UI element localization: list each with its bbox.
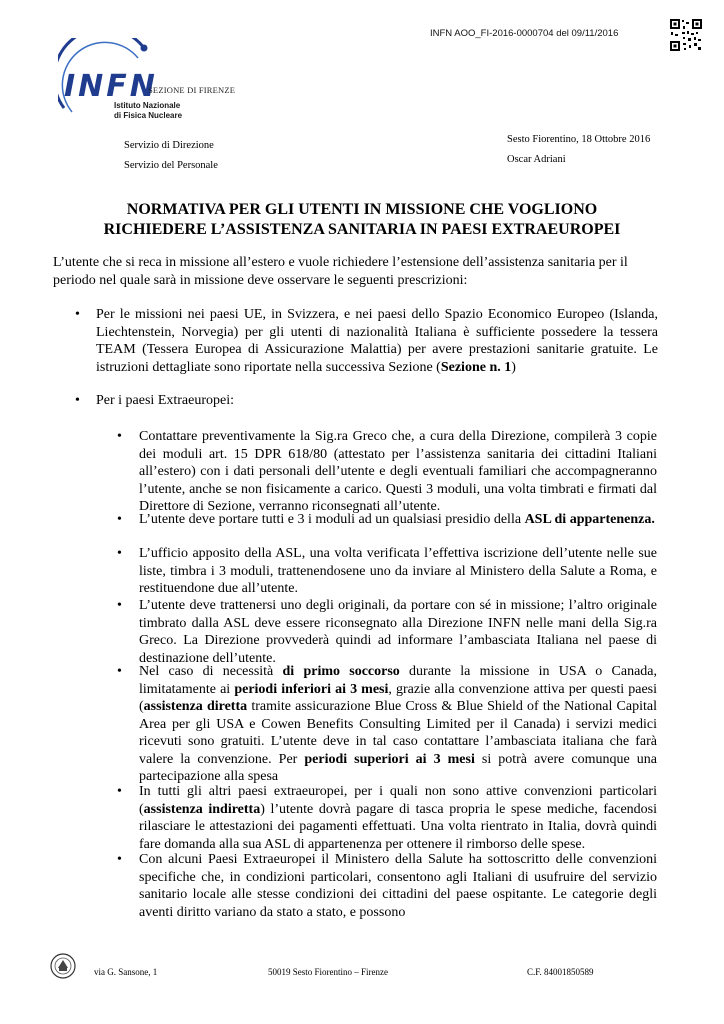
intro-paragraph: L’utente che si reca in missione all’estero e vuole richiedere l’estensione dell’assistenza sanitaria per il periodo nel quale sarà in missione deve osservare le seguenti prescrizioni: [53,255,628,288]
service-direction: Servizio di Direzione [124,140,214,151]
sub-bullet-2 [139,511,657,529]
service-personnel: Servizio del Personale [124,160,218,171]
footer-tax-code: C.F. 84001850589 [527,967,594,977]
sub-bullet-marker: • [117,546,122,561]
section-reference: Sezione n. 1 [440,359,512,375]
sub-bullet-3: L’ufficio apposito della ASL, una volta verificata l’effettiva iscrizione dell’utente nelle sue liste, timbra i 3 moduli, trattenendosene uno da inviare al Ministero della Salute a Roma, e restituendone due all’utente. [139,546,657,596]
bold-run: di primo soccorso [282,664,400,679]
text-run: tramite assicurazione Blue Cross & Blue Shield of the National Capital Area per gli USA e Cowen Benefits Consulting Limited per il Canada) i servizi medici ricevuti sono gratuiti. L’utente deve in tal caso contattare l’ambasciata italiana che farà valere la convenzione. Per [139,699,657,767]
footer-address: via G. Sansone, 1 [94,967,158,977]
bullet-eu-countries [96,306,658,376]
title-line-1: NORMATIVA PER GLI UTENTI IN MISSIONE CHE VOGLIONO [126,201,598,218]
section-name: SEZIONE DI FIRENZE [148,85,236,95]
qr-code-icon [669,18,703,52]
sub-bullet-marker: • [117,852,122,867]
sub-bullet-2-text: L’utente deve portare tutti e 3 i moduli ad un qualsiasi presidio della [139,512,525,527]
sub-bullet-marker: • [117,664,122,679]
sub-bullet-marker: • [117,784,122,799]
text-run: In tutti gli altri paesi extraeuropei, per i quali non sono attive convenzioni particolari ( [139,784,657,817]
text-run: Nel caso di necessità [139,664,283,679]
sub-bullet-marker: • [117,512,122,527]
bullet-marker: • [75,393,80,408]
seal-icon [50,953,76,979]
sub-bullet-1: Contattare preventivamente la Sig.ra Greco che, a cura della Direzione, compilerà 3 copie dei moduli art. 15 DPR 618/80 (attestato per l’assistenza sanitaria dei cittadini Italiani all’estero) con i dati personali dell’utente e degli eventuali familiari che accompagneranno l’utente, anche se non fisicamente a carico. Questi 3 moduli, una volta timbrati e firmati dal Direttore di Sezione, verranno riconsegnati all’utente. [139,429,657,514]
text-run: , grazie alla convenzione attiva per questi paesi ( [139,681,658,714]
text-run: si potrà avere comunque una partecipazione alla spesa [139,751,657,784]
protocol-number: INFN AOO_FI-2016-0000704 del 09/11/2016 [430,28,619,39]
bullet-eu-text: Per le missioni nei paesi UE, in Svizzera, e nei paesi dello Spazio Economico Europeo (Islanda, Liechtenstein, Norvegia) per gli utenti di nazionalità Italiana è sufficiente possedere la tessera TEAM (Tessera Europea di Assicurazione Malattia) per avere prestazioni sanitarie gratuite. Le istruzioni dettagliate sono riportate nella successiva Sezione ( [96,307,658,375]
sub-bullet-marker: • [117,598,122,613]
bullet-marker: • [75,307,80,322]
sub-bullet-4: L’utente deve trattenersi uno degli originali, da portare con sé in missione; l’altro originale timbrato dalla ASL deve essere riconsegnato alla Direzione INFN nelle mani della Sig.ra Greco. La Direzione provvederà quindi ad informare l’ambasciata Italiana nel paese di destinazione dell’utente. [139,598,657,666]
institute-name-line2: di Fisica Nucleare [114,111,183,120]
bold-run: assistenza indiretta [143,801,261,817]
bold-run: periodi superiori ai 3 mesi [304,751,475,767]
asl-emphasis: ASL di appartenenza. [524,512,655,527]
document-title [40,200,684,240]
footer-city: 50019 Sesto Fiorentino – Firenze [268,967,388,977]
bullet-eu-text-end: ) [511,359,516,375]
text-run: durante la missione in USA o Canada, limitatamente ai [139,664,657,697]
text-run: ) l’utente dovrà pagare di tasca propria le spese mediche, facendosi rilasciare le attestazioni dei pagamenti effettuati. Una volta rientrato in Italia, dovrà quindi fare domanda alla sua ASL di appartenenza per ottenere il rimborso delle spese. [139,801,658,852]
bold-run: assistenza diretta [143,699,248,714]
bold-run: periodi inferiori ai 3 mesi [234,681,389,697]
sub-bullet-5 [139,663,657,786]
author-name: Oscar Adriani [507,154,566,165]
sub-bullet-marker: • [117,429,122,444]
bullet-extra-eu: Per i paesi Extraeuropei: [96,393,235,408]
svg-text:INFN: INFN [64,69,158,104]
sub-bullet-6 [139,783,657,853]
title-line-2: RICHIEDERE L’ASSISTENZA SANITARIA IN PAESI EXTRAEUROPEI [103,221,621,238]
place-date: Sesto Fiorentino, 18 Ottobre 2016 [507,134,651,145]
sub-bullet-7: Con alcuni Paesi Extraeuropei il Ministero della Salute ha sottoscritto delle convenzioni specifiche che, in condizioni particolari, consentono agli Italiani di usufruire del servizio sanitario locale alle stesse condizioni dei cittadini del paese ospitante. Le categorie degli aventi diritto variano da stato a stato, e possono [139,852,657,920]
institute-name-line1: Istituto Nazionale [114,101,181,110]
